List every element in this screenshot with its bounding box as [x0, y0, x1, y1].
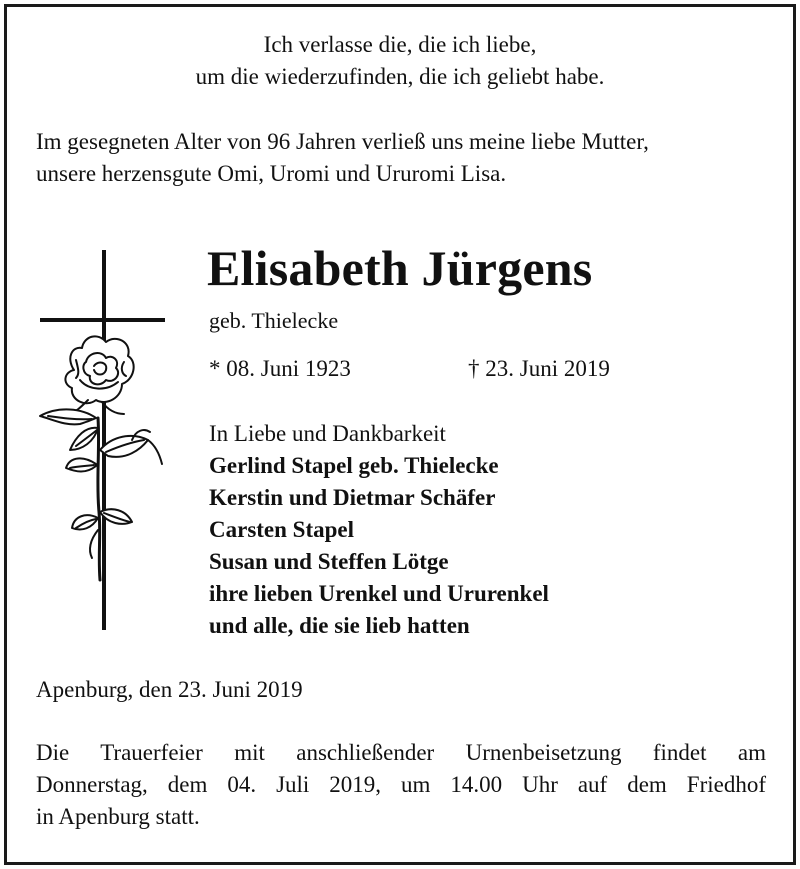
mourner-name: Carsten Stapel	[209, 517, 355, 542]
birth-date: * 08. Juni 1923	[209, 356, 351, 381]
motto	[0, 29, 800, 93]
cross-rose-illustration	[36, 250, 171, 635]
mourners-lead: In Liebe und Dankbarkeit	[209, 421, 446, 446]
birth-name: geb. Thielecke	[209, 308, 339, 333]
mourner-name: Kerstin und Dietmar Schäfer	[209, 485, 496, 510]
motto-line-2: um die wiederzufinden, die ich geliebt habe.	[195, 64, 605, 89]
death-date: † 23. Juni 2019	[468, 356, 610, 381]
mourner-name: und alle, die sie lieb hatten	[209, 613, 470, 638]
mourner-name: ihre lieben Urenkel und Ururenkel	[209, 581, 549, 606]
mourner-name: Gerlind Stapel geb. Thielecke	[209, 453, 499, 478]
intro-text	[36, 126, 649, 190]
intro-line-2: unsere herzensgute Omi, Uromi und Ururomi Lisa.	[36, 161, 507, 186]
intro-line-1: Im gesegneten Alter von 96 Jahren verließ uns meine liebe Mutter,	[36, 129, 649, 154]
place-and-date: Apenburg, den 23. Juni 2019	[36, 677, 303, 702]
mourner-name: Susan und Steffen Lötge	[209, 549, 449, 574]
rose-icon	[40, 336, 162, 580]
funeral-info	[36, 737, 766, 833]
funeral-line-3: in Apenburg statt.	[36, 804, 200, 829]
deceased-name: Elisabeth Jürgens	[207, 240, 593, 296]
mourners-list	[209, 418, 549, 642]
funeral-line-2: Donnerstag, dem 04. Juli 2019, um 14.00 Uhr auf dem Friedhof	[36, 772, 766, 797]
motto-line-1: Ich verlasse die, die ich liebe,	[263, 32, 537, 57]
funeral-line-1: Die Trauerfeier mit anschließender Urnenbeisetzung findet am	[36, 740, 766, 765]
